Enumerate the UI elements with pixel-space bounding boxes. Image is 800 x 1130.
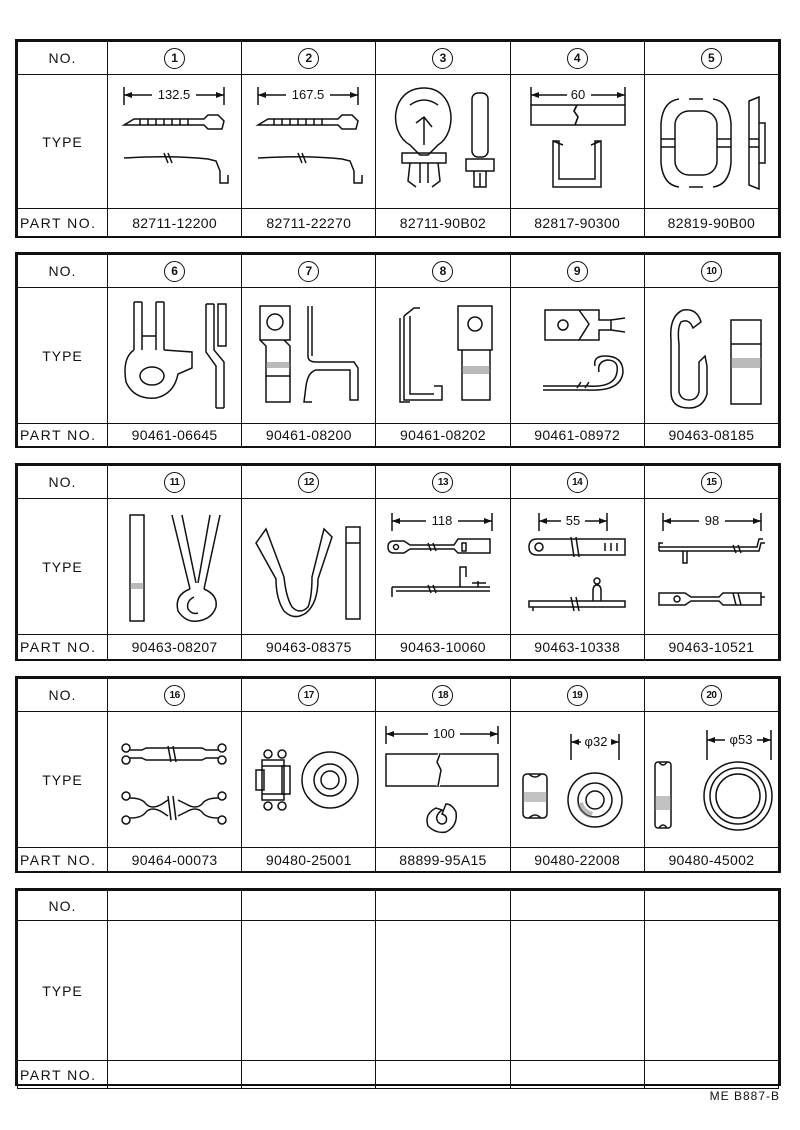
- empty-cell: [242, 891, 376, 921]
- type-label: TYPE: [18, 712, 108, 848]
- dimension-label: φ32: [584, 733, 608, 749]
- empty-cell: [108, 891, 242, 921]
- empty-cell: [376, 891, 510, 921]
- part-number: 90463-10338: [510, 635, 644, 660]
- item-number: 2: [298, 48, 319, 69]
- dimension-label: 132.5: [157, 86, 191, 102]
- empty-cell: [108, 921, 242, 1061]
- item-number: 19: [567, 685, 588, 706]
- item-number: 12: [298, 472, 319, 493]
- grommet-drawing: [246, 720, 371, 840]
- part-number: 90463-10521: [644, 635, 778, 660]
- clamp-drawing: [112, 83, 237, 201]
- part-no-label: PART NO.: [18, 209, 108, 237]
- grommet-drawing: [515, 720, 640, 840]
- no-label: NO.: [18, 466, 108, 499]
- part-number: 90463-08185: [644, 424, 778, 447]
- part-number: 90480-45002: [644, 848, 778, 872]
- item-number: 9: [567, 261, 588, 282]
- item-number: 7: [298, 261, 319, 282]
- item-number: 18: [432, 685, 453, 706]
- part-number: 90461-08202: [376, 424, 510, 447]
- item-number: 15: [701, 472, 722, 493]
- dimension-label: 100: [433, 725, 456, 741]
- document-code: ME B887-B: [709, 1089, 780, 1103]
- item-number: 5: [701, 48, 722, 69]
- item-number: 17: [298, 685, 319, 706]
- dimension-label: φ53: [729, 731, 753, 747]
- parts-table-3: [15, 463, 781, 661]
- type-label: TYPE: [18, 75, 108, 209]
- clamp-drawing: [515, 296, 640, 416]
- clamp-drawing: [515, 507, 640, 627]
- part-number: 82711-22270: [242, 209, 376, 237]
- empty-cell: [644, 921, 778, 1061]
- dimension-label: 167.5: [292, 86, 325, 102]
- parts-table-4: [15, 676, 781, 873]
- clamp-drawing: [649, 507, 774, 627]
- empty-cell: [510, 891, 644, 921]
- part-number: 90463-08375: [242, 635, 376, 660]
- part-number: [242, 1061, 376, 1089]
- clip-drawing: [246, 507, 371, 627]
- empty-cell: [644, 891, 778, 921]
- dimension-label: 55: [565, 512, 580, 528]
- part-number: 82819-90B00: [644, 209, 778, 237]
- parts-table-2: [15, 252, 781, 448]
- dimension-label: 98: [704, 512, 720, 528]
- clip-drawing: [515, 83, 640, 201]
- clamp-drawing: [649, 296, 774, 416]
- item-number: 8: [432, 261, 453, 282]
- no-label: NO.: [18, 42, 108, 75]
- part-number: [510, 1061, 644, 1089]
- part-number: 90480-25001: [242, 848, 376, 872]
- part-number: [644, 1061, 778, 1089]
- part-number: [376, 1061, 510, 1089]
- item-number: 4: [567, 48, 588, 69]
- part-no-label: PART NO.: [18, 848, 108, 872]
- no-label: NO.: [18, 255, 108, 288]
- no-label: NO.: [18, 679, 108, 712]
- part-number: 90461-08200: [242, 424, 376, 447]
- parts-table-5: [15, 888, 781, 1086]
- connector-drawing: [112, 720, 237, 840]
- item-number: 14: [567, 472, 588, 493]
- type-label: TYPE: [18, 288, 108, 424]
- item-number: 16: [164, 685, 185, 706]
- no-label: NO.: [18, 891, 108, 921]
- part-number: 82711-12200: [108, 209, 242, 237]
- part-number: 88899-95A15: [376, 848, 510, 872]
- dimension-label: 118: [432, 512, 453, 528]
- item-number: 3: [432, 48, 453, 69]
- part-no-label: PART NO.: [18, 424, 108, 447]
- item-number: 1: [164, 48, 185, 69]
- empty-cell: [510, 921, 644, 1061]
- clip-drawing: [112, 507, 237, 627]
- part-number: 90461-08972: [510, 424, 644, 447]
- grommet-drawing: [649, 720, 774, 840]
- clip-drawing: [380, 83, 505, 201]
- part-no-label: PART NO.: [18, 1061, 108, 1089]
- dimension-label: 60: [570, 86, 585, 102]
- item-number: 10: [701, 261, 722, 282]
- part-no-label: PART NO.: [18, 635, 108, 660]
- item-number: 6: [164, 261, 185, 282]
- item-number: 11: [164, 472, 185, 493]
- part-number: [108, 1061, 242, 1089]
- clamp-drawing: [112, 296, 237, 416]
- clamp-drawing: [246, 83, 371, 201]
- item-number: 20: [701, 685, 722, 706]
- part-number: 90480-22008: [510, 848, 644, 872]
- empty-cell: [376, 921, 510, 1061]
- item-number: 13: [432, 472, 453, 493]
- type-label: TYPE: [18, 499, 108, 635]
- clamp-drawing: [380, 296, 505, 416]
- clip-drawing: [649, 83, 774, 201]
- empty-cell: [242, 921, 376, 1061]
- band-drawing: [380, 720, 505, 840]
- part-number: 82711-90B02: [376, 209, 510, 237]
- clamp-drawing: [380, 507, 505, 627]
- part-number: 90464-00073: [108, 848, 242, 872]
- clamp-drawing: [246, 296, 371, 416]
- type-label: TYPE: [18, 921, 108, 1061]
- part-number: 82817-90300: [510, 209, 644, 237]
- part-number: 90463-10060: [376, 635, 510, 660]
- part-number: 90461-06645: [108, 424, 242, 447]
- part-number: 90463-08207: [108, 635, 242, 660]
- parts-table-1: [15, 39, 781, 238]
